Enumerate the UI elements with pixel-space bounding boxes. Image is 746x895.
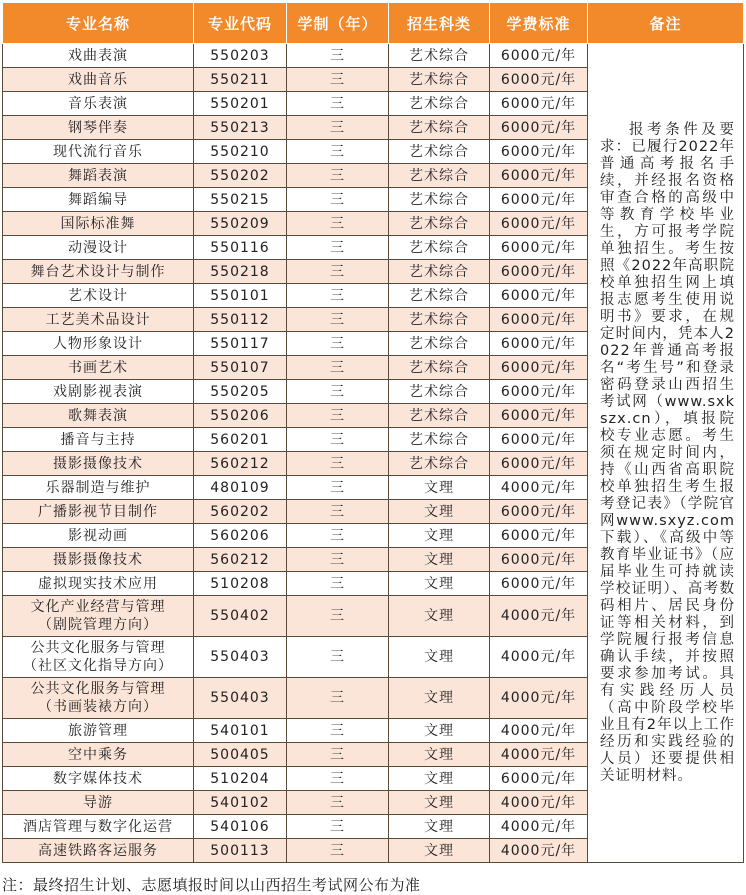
major-name-text: 现代流行音乐	[53, 143, 143, 160]
header-category: 招生科类	[389, 3, 490, 44]
cell-duration: 三	[287, 284, 389, 308]
cell-major-code: 550403	[194, 637, 287, 678]
cell-category: 文理	[389, 791, 490, 815]
cell-category: 文理	[389, 500, 490, 524]
cell-major-name	[3, 260, 194, 284]
cell-duration: 三	[287, 332, 389, 356]
cell-fee: 6000元/年	[490, 140, 588, 164]
cell-major-name	[3, 839, 194, 863]
major-name-text: 摄影摄像技术	[53, 551, 143, 568]
cell-duration: 三	[287, 356, 389, 380]
cell-fee: 6000元/年	[490, 212, 588, 236]
major-name-text: 人物形象设计	[53, 335, 143, 352]
major-name-text: 舞蹈表演	[68, 167, 128, 184]
major-name-text: 戏剧影视表演	[53, 383, 143, 400]
cell-fee: 4000元/年	[490, 678, 588, 719]
cell-duration: 三	[287, 212, 389, 236]
notes-cell	[588, 44, 744, 863]
cell-fee: 6000元/年	[490, 548, 588, 572]
cell-category: 文理	[389, 596, 490, 637]
cell-category: 文理	[389, 548, 490, 572]
cell-duration: 三	[287, 164, 389, 188]
cell-major-code: 550209	[194, 212, 287, 236]
cell-category: 文理	[389, 637, 490, 678]
cell-major-name	[3, 140, 194, 164]
cell-duration: 三	[287, 815, 389, 839]
cell-fee: 4000元/年	[490, 791, 588, 815]
cell-major-name	[3, 188, 194, 212]
cell-category: 文理	[389, 743, 490, 767]
cell-major-code: 560202	[194, 500, 287, 524]
cell-duration: 三	[287, 637, 389, 678]
header-duration: 学制（年）	[287, 3, 389, 44]
cell-duration: 三	[287, 678, 389, 719]
cell-major-name	[3, 500, 194, 524]
cell-fee: 6000元/年	[490, 524, 588, 548]
cell-major-name	[3, 44, 194, 68]
cell-category: 艺术综合	[389, 356, 490, 380]
cell-fee: 6000元/年	[490, 164, 588, 188]
cell-duration: 三	[287, 743, 389, 767]
header-fee: 学费标准	[490, 3, 588, 44]
cell-fee: 4000元/年	[490, 637, 588, 678]
cell-duration: 三	[287, 236, 389, 260]
cell-category: 艺术综合	[389, 44, 490, 68]
major-name-text: 舞蹈编导	[68, 191, 128, 208]
major-name-text: 高速铁路客运服务	[38, 842, 158, 859]
major-name-text: 导游	[83, 794, 113, 811]
admissions-table	[2, 2, 744, 863]
cell-major-name	[3, 572, 194, 596]
major-name-text: 酒店管理与数字化运营	[23, 818, 173, 835]
cell-major-code: 510204	[194, 767, 287, 791]
cell-major-name	[3, 524, 194, 548]
cell-major-code: 480109	[194, 476, 287, 500]
cell-category: 文理	[389, 572, 490, 596]
cell-major-code: 550213	[194, 116, 287, 140]
cell-duration: 三	[287, 380, 389, 404]
major-name-text: 音乐表演	[68, 95, 128, 112]
cell-duration: 三	[287, 116, 389, 140]
cell-duration: 三	[287, 68, 389, 92]
cell-fee: 6000元/年	[490, 92, 588, 116]
cell-duration: 三	[287, 308, 389, 332]
cell-major-name	[3, 743, 194, 767]
major-name-text: 工艺美术品设计	[45, 311, 151, 328]
cell-category: 文理	[389, 719, 490, 743]
major-name-text: 摄影摄像技术	[53, 455, 143, 472]
cell-major-code: 550101	[194, 284, 287, 308]
cell-duration: 三	[287, 404, 389, 428]
cell-major-code: 540106	[194, 815, 287, 839]
cell-fee: 6000元/年	[490, 452, 588, 476]
cell-category: 艺术综合	[389, 428, 490, 452]
cell-major-code: 550215	[194, 188, 287, 212]
cell-major-code: 500113	[194, 839, 287, 863]
cell-major-name	[3, 815, 194, 839]
major-name-text: 影视动画	[68, 527, 128, 544]
cell-duration: 三	[287, 839, 389, 863]
major-name-text: 数字媒体技术	[53, 770, 143, 787]
cell-category: 艺术综合	[389, 404, 490, 428]
cell-major-name	[3, 68, 194, 92]
cell-major-name	[3, 637, 194, 678]
cell-major-code: 550206	[194, 404, 287, 428]
major-name-text: 钢琴伴奏	[68, 119, 128, 136]
cell-fee: 4000元/年	[490, 815, 588, 839]
header-major-code: 专业代码	[194, 3, 287, 44]
cell-duration: 三	[287, 452, 389, 476]
major-name-text: 虚拟现实技术应用	[38, 575, 158, 592]
cell-category: 艺术综合	[389, 164, 490, 188]
cell-fee: 6000元/年	[490, 188, 588, 212]
cell-major-name	[3, 548, 194, 572]
cell-major-code: 550210	[194, 140, 287, 164]
cell-fee: 6000元/年	[490, 284, 588, 308]
cell-category: 艺术综合	[389, 188, 490, 212]
cell-fee: 4000元/年	[490, 719, 588, 743]
cell-fee: 4000元/年	[490, 839, 588, 863]
cell-category: 艺术综合	[389, 308, 490, 332]
cell-major-code: 550112	[194, 308, 287, 332]
cell-category: 艺术综合	[389, 284, 490, 308]
cell-duration: 三	[287, 767, 389, 791]
cell-duration: 三	[287, 428, 389, 452]
major-name-text: 艺术设计	[68, 287, 128, 304]
major-name-text: 旅游管理	[68, 722, 128, 739]
header-notes: 备注	[588, 3, 744, 44]
cell-category: 艺术综合	[389, 92, 490, 116]
cell-major-code: 550402	[194, 596, 287, 637]
cell-fee: 6000元/年	[490, 44, 588, 68]
cell-fee: 6000元/年	[490, 572, 588, 596]
cell-duration: 三	[287, 476, 389, 500]
cell-major-name	[3, 476, 194, 500]
cell-category: 文理	[389, 476, 490, 500]
major-name-text: 公共文化服务与管理	[30, 681, 166, 697]
cell-category: 艺术综合	[389, 380, 490, 404]
cell-category: 艺术综合	[389, 140, 490, 164]
notes-text: 报考条件及要求：已履行2022年普通高考报名手续，并经报名资格审查合格的高级中等教育学校毕业生，方可报考学院单独招生。考生按照《2022年高职院校单独招生网上填报志愿考生使用说明书》要求，在规定时间内，凭本人2022年普通高考报名“考生号”和登录密码登录山西招生考试网（www.sxkszx.cn），填报院校专业志愿。考生须在规定时间内，持《山西省高职院校单独招生考生报考登记表》（学院官网www.sxyz.com下载）、《高级中等教育毕业证书》（应届毕业生可持就读学校证明）、高考数码相片、居民身份证等相关材料，到学院履行报考信息确认手续，并按照要求参加考试。具有实践经历人员（高中阶段学校毕业且有2年以上工作经历和实践经验的人员）还要提供相关证明材料。	[600, 121, 735, 784]
cell-major-name	[3, 380, 194, 404]
cell-major-code: 540102	[194, 791, 287, 815]
cell-major-name	[3, 164, 194, 188]
cell-duration: 三	[287, 596, 389, 637]
cell-duration: 三	[287, 44, 389, 68]
cell-duration: 三	[287, 719, 389, 743]
major-name-text: 动漫设计	[68, 239, 128, 256]
cell-fee: 4000元/年	[490, 476, 588, 500]
table-row	[3, 44, 744, 68]
major-name-text: 戏曲音乐	[68, 71, 128, 88]
header-major-name: 专业名称	[3, 3, 194, 44]
cell-fee: 6000元/年	[490, 767, 588, 791]
cell-duration: 三	[287, 791, 389, 815]
cell-category: 艺术综合	[389, 260, 490, 284]
cell-major-code: 550117	[194, 332, 287, 356]
cell-major-name	[3, 356, 194, 380]
major-direction-text: （剧院管理方向）	[38, 617, 158, 633]
cell-fee: 6000元/年	[490, 356, 588, 380]
major-direction-text: （社区文化指导方向）	[23, 658, 173, 674]
major-name-text: 播音与主持	[60, 431, 136, 448]
major-name-text: 广播影视节目制作	[38, 503, 158, 520]
cell-duration: 三	[287, 140, 389, 164]
cell-fee: 6000元/年	[490, 404, 588, 428]
cell-duration: 三	[287, 260, 389, 284]
cell-major-code: 500405	[194, 743, 287, 767]
cell-major-name	[3, 428, 194, 452]
footnote: 注：最终招生计划、志愿填报时间以山西招生考试网公布为准	[2, 876, 421, 894]
cell-fee: 6000元/年	[490, 68, 588, 92]
cell-category: 文理	[389, 815, 490, 839]
cell-major-code: 550218	[194, 260, 287, 284]
cell-major-name	[3, 308, 194, 332]
cell-major-name	[3, 404, 194, 428]
cell-major-name	[3, 791, 194, 815]
cell-category: 文理	[389, 678, 490, 719]
cell-duration: 三	[287, 92, 389, 116]
cell-category: 艺术综合	[389, 332, 490, 356]
cell-duration: 三	[287, 572, 389, 596]
cell-category: 艺术综合	[389, 68, 490, 92]
cell-major-name	[3, 116, 194, 140]
cell-fee: 6000元/年	[490, 380, 588, 404]
cell-major-name	[3, 678, 194, 719]
cell-fee: 6000元/年	[490, 236, 588, 260]
cell-major-code: 560212	[194, 548, 287, 572]
cell-category: 艺术综合	[389, 116, 490, 140]
cell-major-name	[3, 719, 194, 743]
major-name-text: 舞台艺术设计与制作	[30, 263, 166, 280]
cell-major-name	[3, 92, 194, 116]
cell-fee: 6000元/年	[490, 116, 588, 140]
table-header-row	[3, 3, 744, 44]
cell-category: 艺术综合	[389, 236, 490, 260]
cell-major-name	[3, 212, 194, 236]
cell-duration: 三	[287, 500, 389, 524]
major-name-text: 文化产业经营与管理	[30, 599, 166, 615]
cell-fee: 6000元/年	[490, 500, 588, 524]
cell-major-name	[3, 767, 194, 791]
cell-fee: 4000元/年	[490, 743, 588, 767]
cell-major-name	[3, 332, 194, 356]
major-name-text: 国际标准舞	[60, 215, 136, 232]
cell-category: 艺术综合	[389, 452, 490, 476]
major-direction-text: （书画装裱方向）	[38, 699, 158, 715]
cell-major-code: 510208	[194, 572, 287, 596]
cell-category: 文理	[389, 839, 490, 863]
cell-major-code: 560206	[194, 524, 287, 548]
cell-category: 文理	[389, 767, 490, 791]
cell-major-code: 560201	[194, 428, 287, 452]
cell-category: 文理	[389, 524, 490, 548]
major-name-text: 歌舞表演	[68, 407, 128, 424]
cell-duration: 三	[287, 188, 389, 212]
cell-major-name	[3, 596, 194, 637]
cell-fee: 6000元/年	[490, 332, 588, 356]
table-body	[3, 44, 744, 863]
cell-category: 艺术综合	[389, 212, 490, 236]
cell-fee: 6000元/年	[490, 260, 588, 284]
cell-major-name	[3, 284, 194, 308]
cell-major-code: 560212	[194, 452, 287, 476]
major-name-text: 空中乘务	[68, 746, 128, 763]
cell-major-code: 550403	[194, 678, 287, 719]
cell-major-code: 550202	[194, 164, 287, 188]
cell-duration: 三	[287, 524, 389, 548]
major-name-text: 书画艺术	[68, 359, 128, 376]
cell-major-name	[3, 236, 194, 260]
cell-major-code: 550107	[194, 356, 287, 380]
cell-major-code: 550211	[194, 68, 287, 92]
cell-duration: 三	[287, 548, 389, 572]
cell-fee: 6000元/年	[490, 308, 588, 332]
cell-major-code: 550205	[194, 380, 287, 404]
major-name-text: 公共文化服务与管理	[30, 640, 166, 656]
cell-major-code: 540101	[194, 719, 287, 743]
major-name-text: 乐器制造与维护	[45, 479, 151, 496]
cell-major-code: 550203	[194, 44, 287, 68]
cell-major-code: 550201	[194, 92, 287, 116]
major-name-text: 戏曲表演	[68, 47, 128, 64]
cell-major-code: 550116	[194, 236, 287, 260]
cell-fee: 6000元/年	[490, 428, 588, 452]
cell-fee: 4000元/年	[490, 596, 588, 637]
cell-major-name	[3, 452, 194, 476]
